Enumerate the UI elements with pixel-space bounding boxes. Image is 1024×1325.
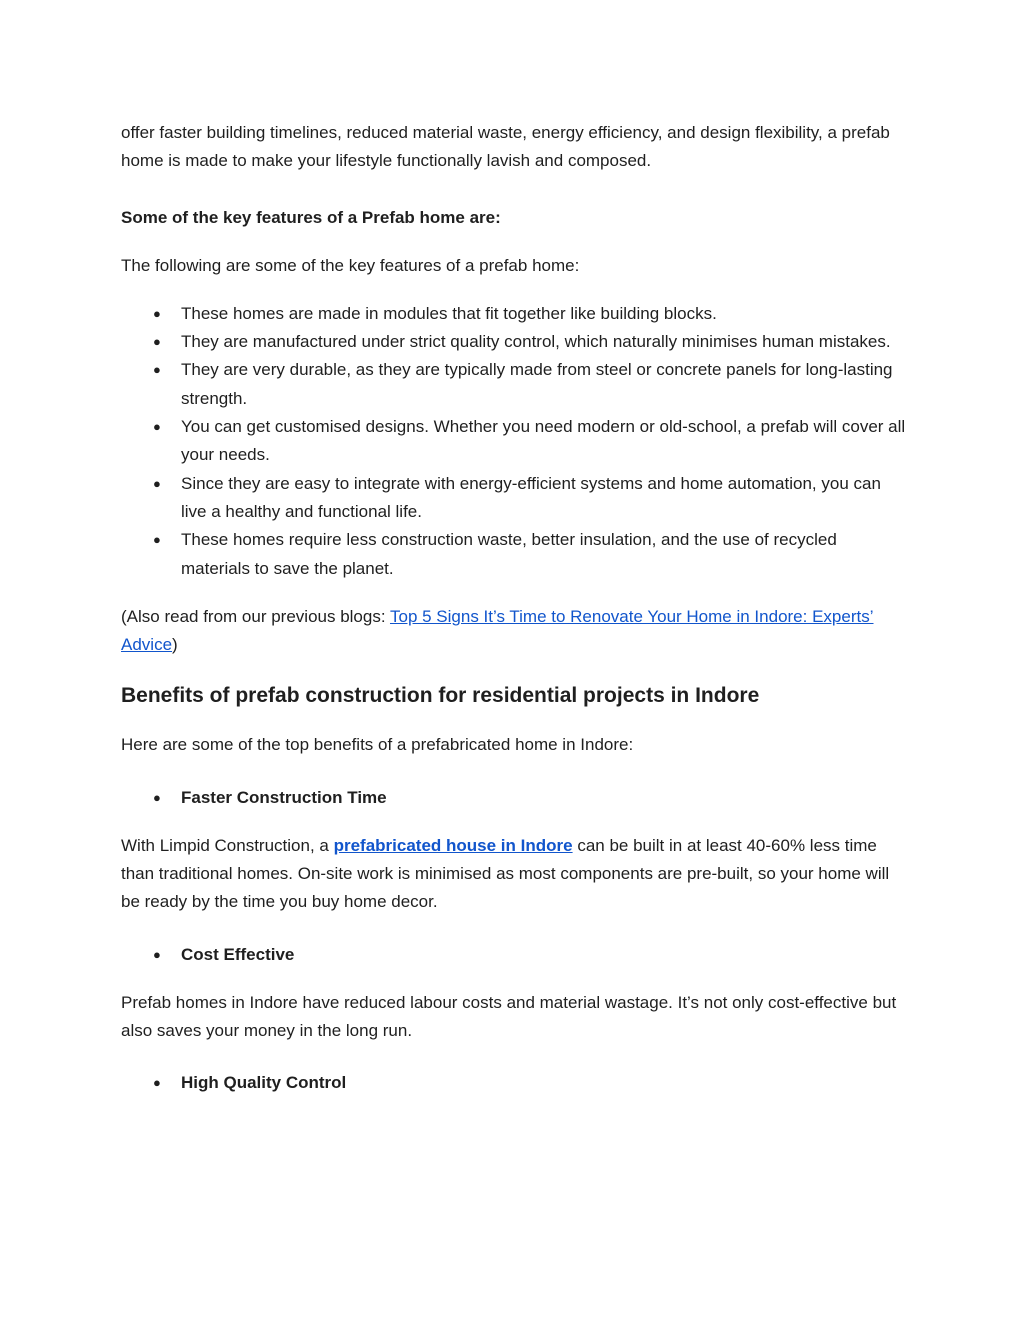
benefit-title-faster-construction: [121, 784, 906, 812]
document-page: [121, 119, 906, 1117]
list-item-text: They are very durable, as they are typically made from steel or concrete panels for long-lasting strength.: [181, 360, 893, 408]
list-item: [121, 328, 906, 356]
also-read-suffix: ): [172, 635, 178, 655]
benefit-title-text: Cost Effective: [181, 944, 295, 964]
features-list: [121, 300, 906, 583]
benefits-lead: Here are some of the top benefits of a prefabricated home in Indore:: [121, 735, 634, 755]
benefit-text-faster-construction: [121, 832, 906, 917]
list-item-text: They are manufactured under strict quality control, which naturally minimises human mistakes.: [181, 332, 891, 352]
list-item: [121, 526, 906, 583]
list-item: [121, 356, 906, 413]
also-read-prefix: (Also read from our previous blogs:: [121, 606, 390, 626]
bullet-icon: ●: [153, 334, 161, 350]
intro-paragraph: offer faster building timelines, reduced material waste, energy efficiency, and design flexibility, a prefab home is made to make your lifestyle functionally lavish and composed.: [121, 123, 890, 171]
features-heading: Some of the key features of a Prefab home are:: [121, 207, 501, 227]
bullet-icon: ●: [153, 789, 161, 805]
bullet-icon: ●: [153, 305, 161, 321]
features-lead: The following are some of the key features of a prefab home:: [121, 255, 580, 275]
bullet-icon: ●: [153, 419, 161, 435]
list-item: [121, 300, 906, 328]
list-item-text: You can get customised designs. Whether you need modern or old-school, a prefab will cover all your needs.: [181, 417, 906, 465]
benefit-title-text: Faster Construction Time: [181, 787, 387, 807]
benefits-heading: Benefits of prefab construction for residential projects in Indore: [121, 684, 760, 708]
list-item-text: These homes are made in modules that fit together like building blocks.: [181, 303, 717, 323]
bullet-icon: ●: [153, 532, 161, 548]
benefit-title-text: High Quality Control: [181, 1073, 347, 1093]
bullet-icon: ●: [153, 362, 161, 378]
prefabricated-house-link[interactable]: prefabricated house in Indore: [333, 835, 573, 855]
bullet-icon: ●: [153, 475, 161, 491]
also-read-paragraph: [121, 603, 906, 660]
benefit-title-cost-effective: [121, 941, 906, 969]
benefit-text-suffix: can be built in at least 40-60% less time than traditional homes. On-site work is minimised as most components are pre-built, so your home will be ready by the time you buy home decor.: [121, 835, 890, 912]
list-item-text: These homes require less construction waste, better insulation, and the use of recycled materials to save the planet.: [181, 530, 837, 578]
benefit-text-prefix: With Limpid Construction, a: [121, 835, 334, 855]
bullet-icon: ●: [153, 1075, 161, 1091]
benefit-text-cost-effective: Prefab homes in Indore have reduced labour costs and material wastage. It’s not only cost-effective but also saves your money in the long run.: [121, 992, 897, 1040]
list-item: [121, 413, 906, 470]
bullet-icon: ●: [153, 946, 161, 962]
list-item-text: Since they are easy to integrate with energy-efficient systems and home automation, you can live a healthy and functional life.: [181, 473, 881, 521]
list-item: [121, 470, 906, 527]
benefit-title-quality-control: [121, 1069, 906, 1097]
renovate-blog-link[interactable]: Top 5 Signs It’s Time to Renovate Your Home in Indore: Experts’ Advice: [121, 606, 874, 655]
